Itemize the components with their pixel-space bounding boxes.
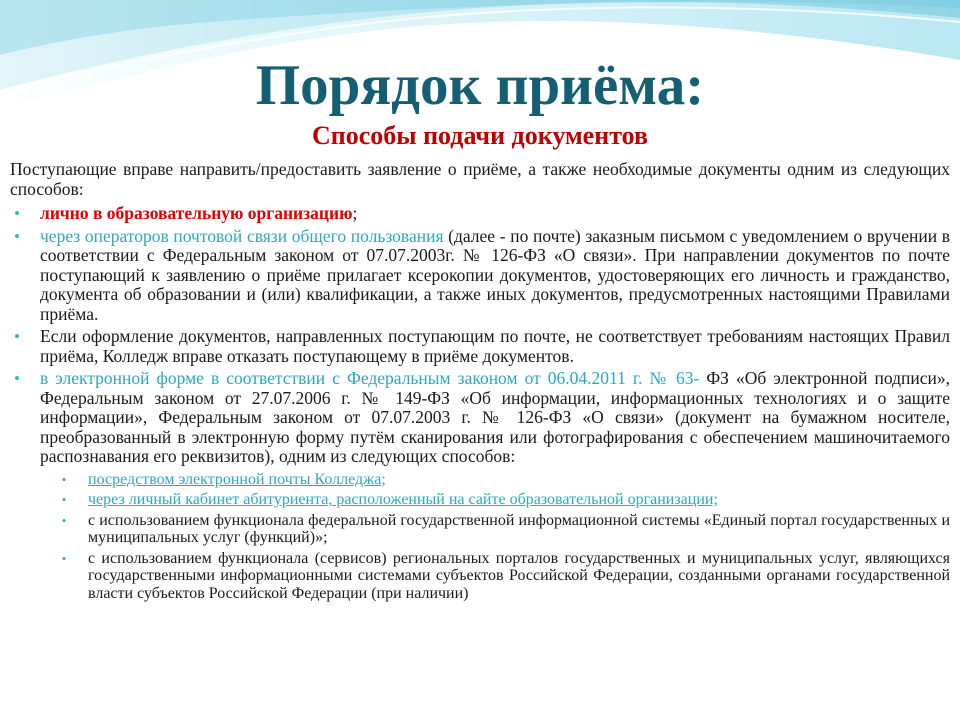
item-highlight: в электронной форме в соответствии с Федеральным законом от 06.04.2011 г. № 63- — [40, 368, 700, 388]
electronic-methods-list — [10, 471, 950, 603]
bullet-icon: • — [14, 369, 20, 388]
bullet-icon: • — [14, 204, 20, 223]
bullet-icon: • — [61, 550, 67, 566]
item-text: ФЗ «Об электронной подписи», Федеральным законом от 27.07.2006 г. № 149-ФЗ «Об информации, информационных технологиях и о защите информации», Федеральным законом от 07.07.2003 г. № 126-ФЗ «О связи» (документ на бумажном носителе, преобразованный в электронную форму путём сканирования или фотографирования с обеспечением машиночитаемого распознавания его реквизитов), одним из следующих способов: — [40, 368, 950, 466]
slide-title: Порядок приёма: — [255, 54, 705, 117]
sublist-item-federal-portal — [10, 512, 950, 547]
slide-subtitle: Способы подачи документов — [311, 121, 649, 150]
sublist-item-personal-cabinet — [10, 491, 950, 509]
bullet-icon: • — [61, 471, 67, 487]
list-item-electronic — [10, 369, 950, 467]
bullet-icon: • — [61, 492, 67, 507]
item-highlight: лично в образовательную организацию — [40, 203, 353, 223]
list-item-in-person — [10, 204, 950, 224]
college-email-link[interactable]: посредством электронной почты Колледжа; — [88, 470, 386, 488]
sublist-item-college-email — [10, 471, 950, 489]
item-text: с использованием функционала (сервисов) региональных порталов государственных и муниципальных услуг, являющихся государственными информационными системами субъектов Российской Федерации, созданными органами государственной власти субъектов Российской Федерации (при наличии) — [88, 549, 950, 602]
intro-paragraph: Поступающие вправе направить/предоставить заявление о приёме, а также необходимые документы одним из следующих способов: — [10, 159, 950, 199]
bullet-icon: • — [14, 327, 20, 346]
slide-body — [10, 160, 950, 605]
item-text: ; — [352, 203, 358, 223]
item-highlight: через операторов почтовой связи общего пользования — [40, 225, 444, 246]
list-item-by-mail — [10, 227, 950, 325]
list-item-mail-refusal — [10, 327, 950, 366]
personal-cabinet-link[interactable]: через личный кабинет абитуриента, расположенный на сайте образовательной организации; — [88, 491, 718, 508]
item-text: с использованием функционала федеральной государственной информационной системы «Единый портал государственных и муниципальных услуг (функций)»; — [88, 511, 950, 546]
sublist-item-regional-portals — [10, 550, 950, 603]
item-text: (далее - по почте) заказным письмом с уведомлением о вручении в соответствии с Федеральным законом от 07.07.2003г. № 126-ФЗ «О связи». При направлении документов по почте поступающий к заявлению о приёме прилагает ксерокопии документов, удостоверяющих его личность и гражданство, документа об образовании и (или) квалификации, а также иных документов, предусмотренных настоящими Правилами приёма. — [40, 225, 950, 324]
bullet-icon: • — [61, 512, 67, 528]
item-text: Если оформление документов, направленных поступающим по почте, не соответствует требованиям настоящих Правил приёма, Колледж вправе отказать поступающему в приёме документов. — [40, 326, 950, 366]
bullet-icon: • — [14, 226, 20, 246]
